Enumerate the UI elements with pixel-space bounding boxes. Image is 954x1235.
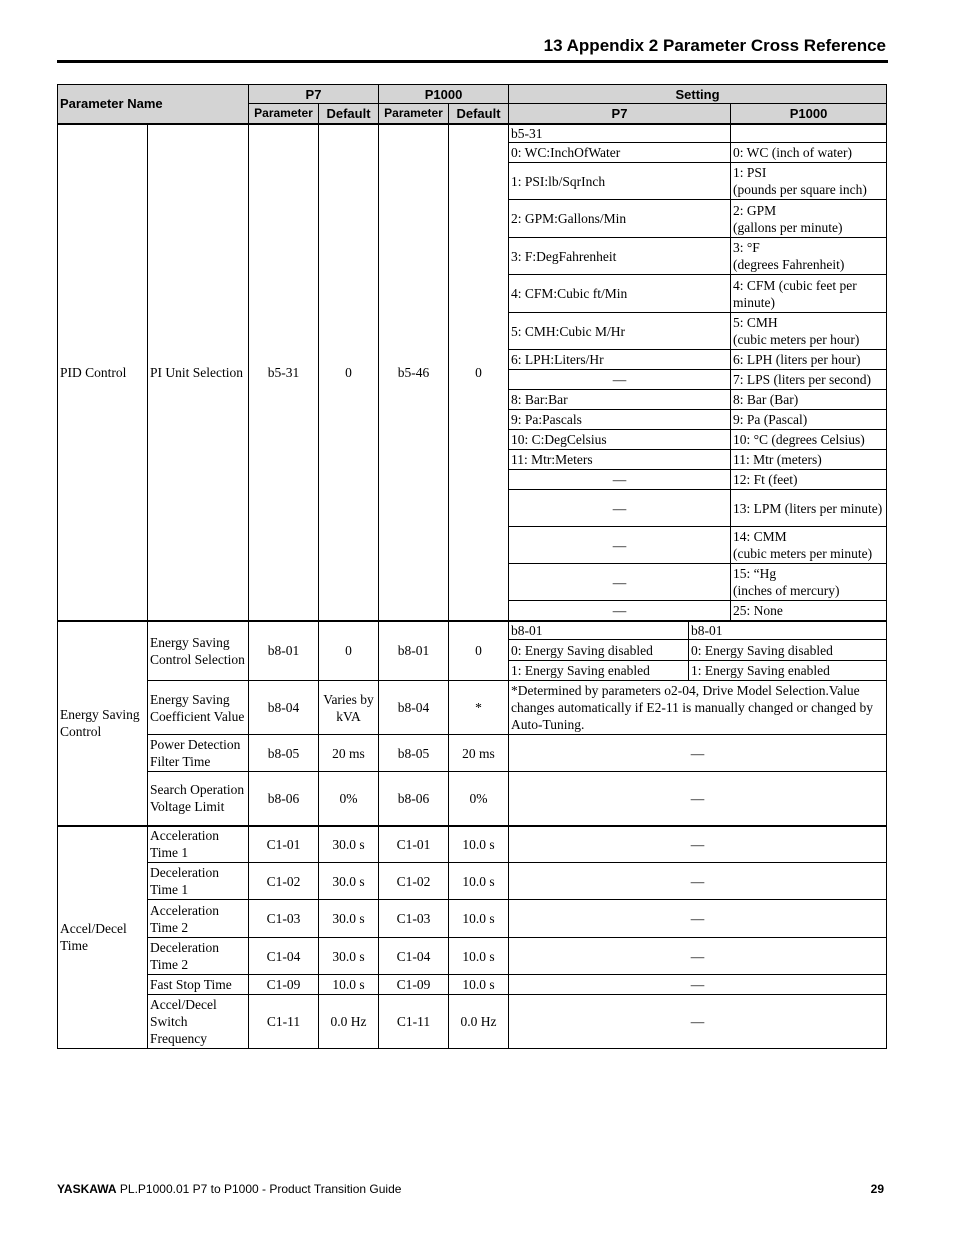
page-number: 29 bbox=[870, 1182, 884, 1196]
setting-dash: — bbox=[509, 995, 887, 1049]
setting-p7: 10: C:DegCelsius bbox=[509, 430, 731, 450]
setting-p7: 9: Pa:Pascals bbox=[509, 410, 731, 430]
setting-p7: 1: PSI:lb/SqrInch bbox=[509, 163, 731, 200]
setting-p7: 1: Energy Saving enabled bbox=[509, 661, 689, 681]
setting-p1000: 2: GPM (gallons per minute) bbox=[731, 200, 887, 238]
p1000-parameter: C1-03 bbox=[379, 900, 449, 938]
p1000-parameter: b5-46 bbox=[379, 124, 449, 621]
setting-p7: — bbox=[509, 370, 731, 390]
p1000-parameter: C1-01 bbox=[379, 826, 449, 863]
setting-p1000: 11: Mtr (meters) bbox=[731, 450, 887, 470]
col-header-parameter-name: Parameter Name bbox=[58, 85, 249, 124]
col-header-p7-default: Default bbox=[319, 104, 379, 124]
p1000-parameter: C1-11 bbox=[379, 995, 449, 1049]
setting-p1000: 6: LPH (liters per hour) bbox=[731, 350, 887, 370]
accel-decel-group bbox=[58, 826, 887, 1049]
parameter-name: Deceleration Time 2 bbox=[148, 938, 249, 975]
setting-p7: 5: CMH:Cubic M/Hr bbox=[509, 313, 731, 350]
col-header-setting: Setting bbox=[509, 85, 887, 104]
setting-p7: 8: Bar:Bar bbox=[509, 390, 731, 410]
p1000-parameter: b8-06 bbox=[379, 772, 449, 826]
p7-default: 30.0 s bbox=[319, 900, 379, 938]
setting-p1000: 4: CFM (cubic feet per minute) bbox=[731, 275, 887, 313]
col-header-p7-parameter: Parameter bbox=[249, 104, 319, 124]
col-header-p7: P7 bbox=[249, 85, 379, 104]
setting-p1000: 13: LPM (liters per minute) bbox=[731, 490, 887, 527]
footer-doc-name: PL.P1000.01 P7 to P1000 - Product Transition Guide bbox=[116, 1182, 402, 1196]
p1000-default: 10.0 s bbox=[449, 900, 509, 938]
parameter-name: Energy Saving Coefficient Value bbox=[148, 681, 249, 735]
setting-dash: — bbox=[509, 772, 887, 826]
energy-saving-group bbox=[58, 621, 887, 826]
p7-default: 0% bbox=[319, 772, 379, 826]
col-header-p1000-default: Default bbox=[449, 104, 509, 124]
setting-dash: — bbox=[509, 975, 887, 995]
setting-p1000: 10: °C (degrees Celsius) bbox=[731, 430, 887, 450]
setting-p7: — bbox=[509, 527, 731, 564]
parameter-name: Accel/Decel Switch Frequency bbox=[148, 995, 249, 1049]
p1000-default: * bbox=[449, 681, 509, 735]
setting-p1000 bbox=[731, 124, 887, 143]
col-header-setting-p7: P7 bbox=[509, 104, 731, 124]
p7-parameter: b8-01 bbox=[249, 621, 319, 681]
p7-parameter: C1-11 bbox=[249, 995, 319, 1049]
p7-parameter: C1-09 bbox=[249, 975, 319, 995]
p7-default: 20 ms bbox=[319, 735, 379, 772]
setting-p7: 0: WC:InchOfWater bbox=[509, 143, 731, 163]
parameter-name: Search Operation Voltage Limit bbox=[148, 772, 249, 826]
setting-p7: — bbox=[509, 490, 731, 527]
p7-default: 0 bbox=[319, 621, 379, 681]
setting-p1000: 12: Ft (feet) bbox=[731, 470, 887, 490]
p1000-parameter: b8-04 bbox=[379, 681, 449, 735]
setting-p7: 3: F:DegFahrenheit bbox=[509, 238, 731, 275]
p7-parameter: b8-06 bbox=[249, 772, 319, 826]
setting-p1000: 0: Energy Saving disabled bbox=[689, 640, 887, 661]
p7-parameter: C1-02 bbox=[249, 863, 319, 900]
p1000-default: 10.0 s bbox=[449, 826, 509, 863]
col-header-setting-p1000: P1000 bbox=[731, 104, 887, 124]
p7-parameter: b8-05 bbox=[249, 735, 319, 772]
parameter-name: Power Detection Filter Time bbox=[148, 735, 249, 772]
p1000-parameter: b8-05 bbox=[379, 735, 449, 772]
p7-parameter: C1-03 bbox=[249, 900, 319, 938]
setting-p1000: 25: None bbox=[731, 601, 887, 621]
parameter-cross-reference-table bbox=[57, 84, 887, 1049]
setting-p7: 4: CFM:Cubic ft/Min bbox=[509, 275, 731, 313]
p1000-default: 0 bbox=[449, 621, 509, 681]
group-label: Energy Saving Control bbox=[58, 621, 148, 826]
p7-default: 30.0 s bbox=[319, 938, 379, 975]
group-label: Accel/Decel Time bbox=[58, 826, 148, 1049]
p7-default: 10.0 s bbox=[319, 975, 379, 995]
setting-dash: — bbox=[509, 863, 887, 900]
p1000-parameter: C1-04 bbox=[379, 938, 449, 975]
setting-p7: 2: GPM:Gallons/Min bbox=[509, 200, 731, 238]
p7-parameter: C1-04 bbox=[249, 938, 319, 975]
p1000-default: 20 ms bbox=[449, 735, 509, 772]
p1000-default: 10.0 s bbox=[449, 863, 509, 900]
setting-p7: 0: Energy Saving disabled bbox=[509, 640, 689, 661]
parameter-name: Energy Saving Control Selection bbox=[148, 621, 249, 681]
parameter-name: Acceleration Time 2 bbox=[148, 900, 249, 938]
col-header-p1000: P1000 bbox=[379, 85, 509, 104]
setting-p1000: 7: LPS (liters per second) bbox=[731, 370, 887, 390]
p7-default: 0.0 Hz bbox=[319, 995, 379, 1049]
p1000-default: 0% bbox=[449, 772, 509, 826]
page-header-title: 13 Appendix 2 Parameter Cross Reference bbox=[543, 36, 886, 55]
p7-parameter: b5-31 bbox=[249, 124, 319, 621]
setting-p1000: 1: Energy Saving enabled bbox=[689, 661, 887, 681]
setting-p1000: 5: CMH (cubic meters per hour) bbox=[731, 313, 887, 350]
p1000-parameter: C1-09 bbox=[379, 975, 449, 995]
setting-p1000: 9: Pa (Pascal) bbox=[731, 410, 887, 430]
p7-parameter: C1-01 bbox=[249, 826, 319, 863]
setting-p1000: 8: Bar (Bar) bbox=[731, 390, 887, 410]
pid-control-group bbox=[58, 124, 887, 621]
p7-default: 30.0 s bbox=[319, 826, 379, 863]
setting-note: *Determined by parameters o2-04, Drive Model Selection.Value changes automatically if E2-11 is manually changed or changed by Auto-Tuning. bbox=[509, 681, 887, 735]
setting-p7: — bbox=[509, 470, 731, 490]
footer-brand: YASKAWA bbox=[57, 1182, 117, 1196]
setting-dash: — bbox=[509, 900, 887, 938]
p1000-default: 0 bbox=[449, 124, 509, 621]
setting-dash: — bbox=[509, 826, 887, 863]
p1000-default: 10.0 s bbox=[449, 975, 509, 995]
p7-default: Varies by kVA bbox=[319, 681, 379, 735]
setting-p1000: 0: WC (inch of water) bbox=[731, 143, 887, 163]
setting-p1000: 14: CMM (cubic meters per minute) bbox=[731, 527, 887, 564]
setting-p1000: 1: PSI (pounds per square inch) bbox=[731, 163, 887, 200]
p1000-parameter: b8-01 bbox=[379, 621, 449, 681]
group-label: PID Control bbox=[58, 124, 148, 621]
parameter-name: Fast Stop Time bbox=[148, 975, 249, 995]
setting-p7: b5-31 bbox=[509, 124, 731, 143]
setting-p7: — bbox=[509, 564, 731, 601]
setting-p1000: 3: °F (degrees Fahrenheit) bbox=[731, 238, 887, 275]
setting-dash: — bbox=[509, 735, 887, 772]
p7-default: 30.0 s bbox=[319, 863, 379, 900]
p1000-default: 0.0 Hz bbox=[449, 995, 509, 1049]
p1000-default: 10.0 s bbox=[449, 938, 509, 975]
p7-parameter: b8-04 bbox=[249, 681, 319, 735]
setting-p7: b8-01 bbox=[509, 621, 689, 640]
parameter-name: PI Unit Selection bbox=[148, 124, 249, 621]
parameter-name: Deceleration Time 1 bbox=[148, 863, 249, 900]
setting-p1000: b8-01 bbox=[689, 621, 887, 640]
footer-document-title bbox=[57, 1182, 401, 1196]
p1000-parameter: C1-02 bbox=[379, 863, 449, 900]
setting-dash: — bbox=[509, 938, 887, 975]
setting-p7: 6: LPH:Liters/Hr bbox=[509, 350, 731, 370]
header-rule bbox=[57, 60, 888, 63]
setting-p7: 11: Mtr:Meters bbox=[509, 450, 731, 470]
setting-p7: — bbox=[509, 601, 731, 621]
col-header-p1000-parameter: Parameter bbox=[379, 104, 449, 124]
p7-default: 0 bbox=[319, 124, 379, 621]
setting-p1000: 15: “Hg (inches of mercury) bbox=[731, 564, 887, 601]
parameter-name: Acceleration Time 1 bbox=[148, 826, 249, 863]
